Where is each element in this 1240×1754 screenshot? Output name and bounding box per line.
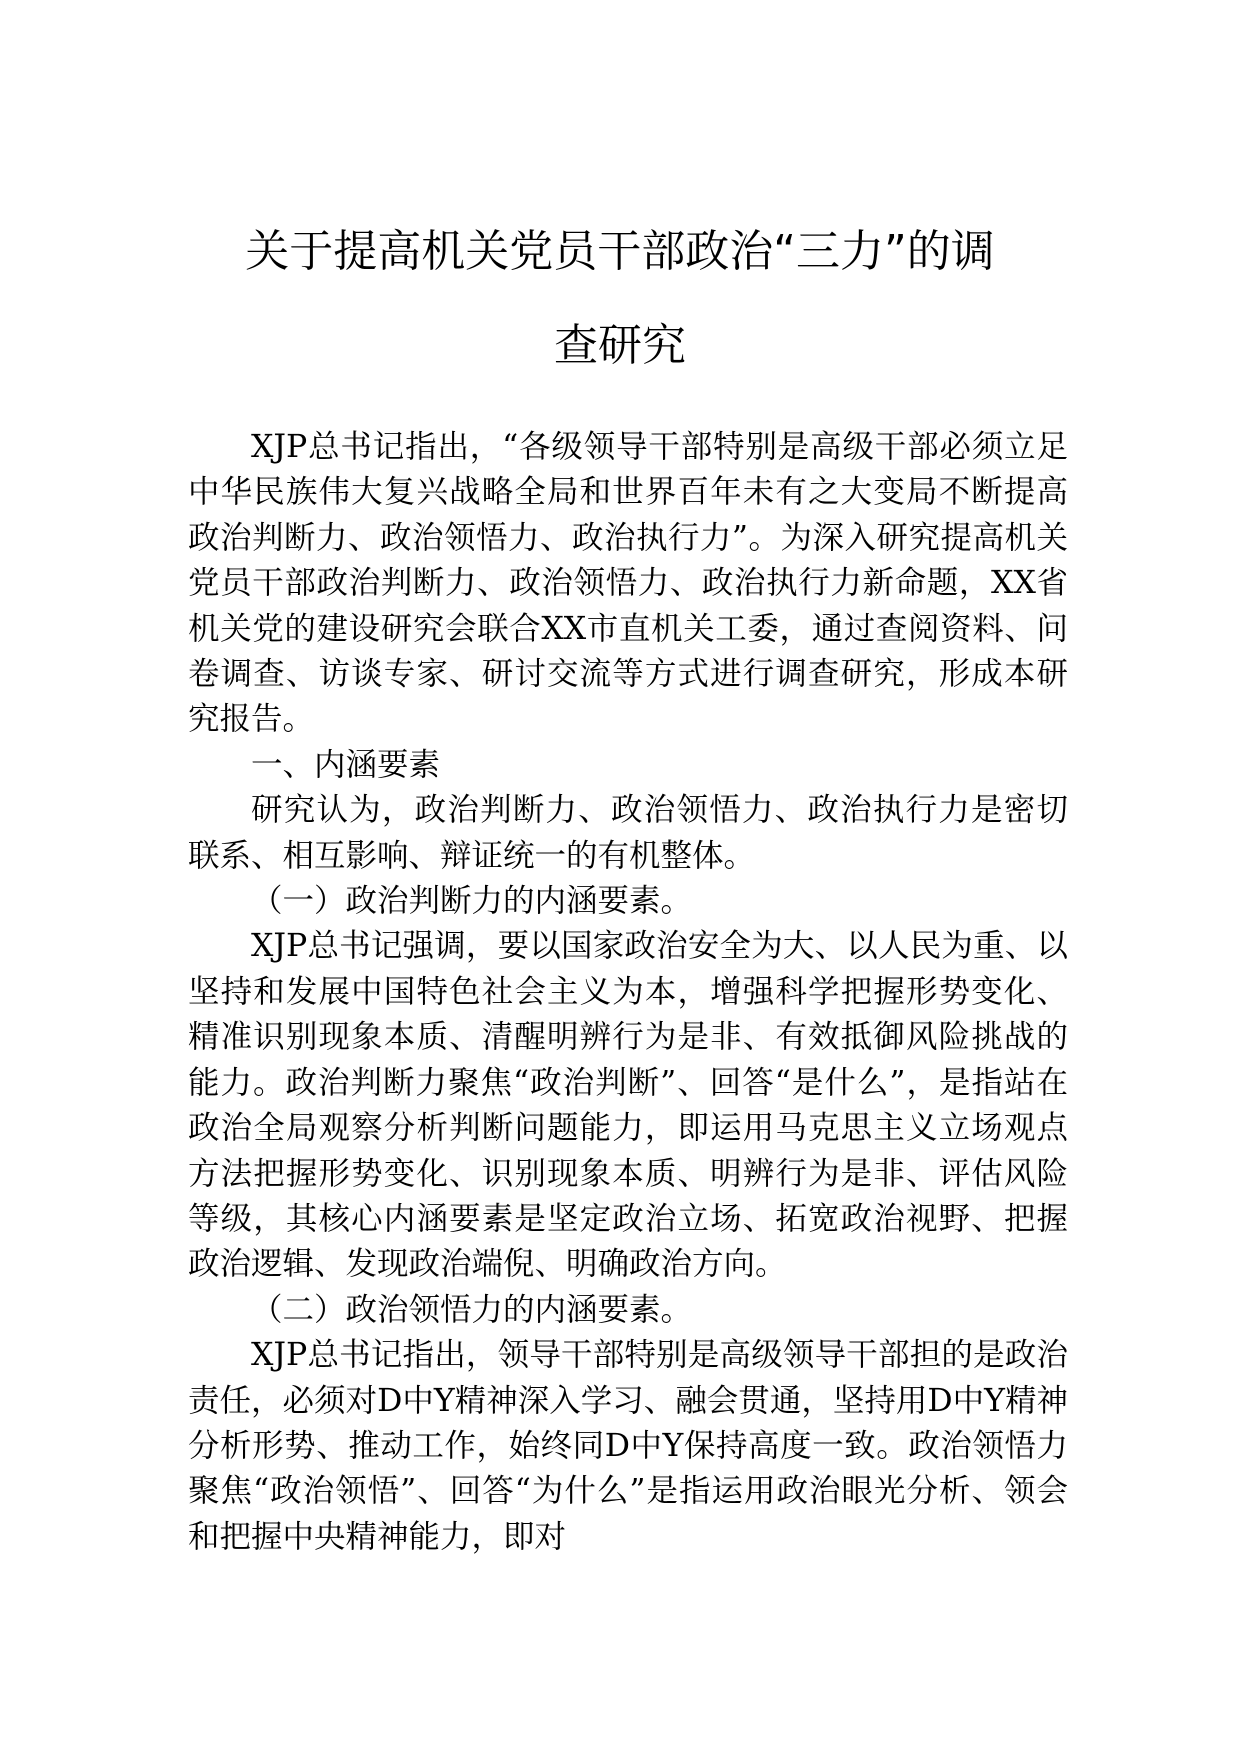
- body-paragraph: 研究认为，政治判断力、政治领悟力、政治执行力是密切联系、相互影响、辩证统一的有机整体。: [188, 792, 1068, 874]
- intro-paragraph: XJP总书记指出，“各级领导干部特别是高级干部必须立足中华民族伟大复兴战略全局和世界百年未有之大变局不断提高政治判断力、政治领悟力、政治执行力”。为深入研究提高机关党员干部政治判断力、政治领悟力、政治执行力新命题，XX省机关党的建设研究会联合XX市直机关工委，通过查阅资料、问卷调查、访谈专家、研讨交流等方式进行调查研究，形成本研究报告。: [188, 429, 1068, 738]
- subsection-heading: （二）政治领悟力的内涵要素。: [251, 1291, 693, 1328]
- title-line-1: 关于提高机关党员干部政治“三力”的调: [245, 226, 995, 277]
- subsection-heading: （一）政治判断力的内涵要素。: [251, 883, 693, 920]
- title-line-2: 查研究: [554, 320, 686, 371]
- section-heading: 一、内涵要素: [251, 746, 441, 783]
- document-title: [190, 205, 1050, 393]
- body-paragraph: XJP总书记强调，要以国家政治安全为大、以人民为重、以坚持和发展中国特色社会主义为本，增强科学把握形势变化、精准识别现象本质、清醒明辨行为是非、有效抵御风险挑战的能力。政治判断力聚焦“政治判断”、回答“是什么”，是指站在政治全局观察分析判断问题能力，即运用马克思主义立场观点方法把握形势变化、识别现象本质、明辨行为是非、评估风险等级，其核心内涵要素是坚定政治立场、拓宽政治视野、把握政治逻辑、发现政治端倪、明确政治方向。: [188, 928, 1068, 1283]
- body-paragraph: XJP总书记指出，领导干部特别是高级领导干部担的是政治责任，必须对D中Y精神深入学习、融会贯通，坚持用D中Y精神分析形势、推动工作，始终同D中Y保持高度一致。政治领悟力聚焦“政治领悟”、回答“为什么”是指运用政治眼光分析、领会和把握中央精神能力，即对: [188, 1337, 1068, 1555]
- document-body: [188, 425, 1068, 1560]
